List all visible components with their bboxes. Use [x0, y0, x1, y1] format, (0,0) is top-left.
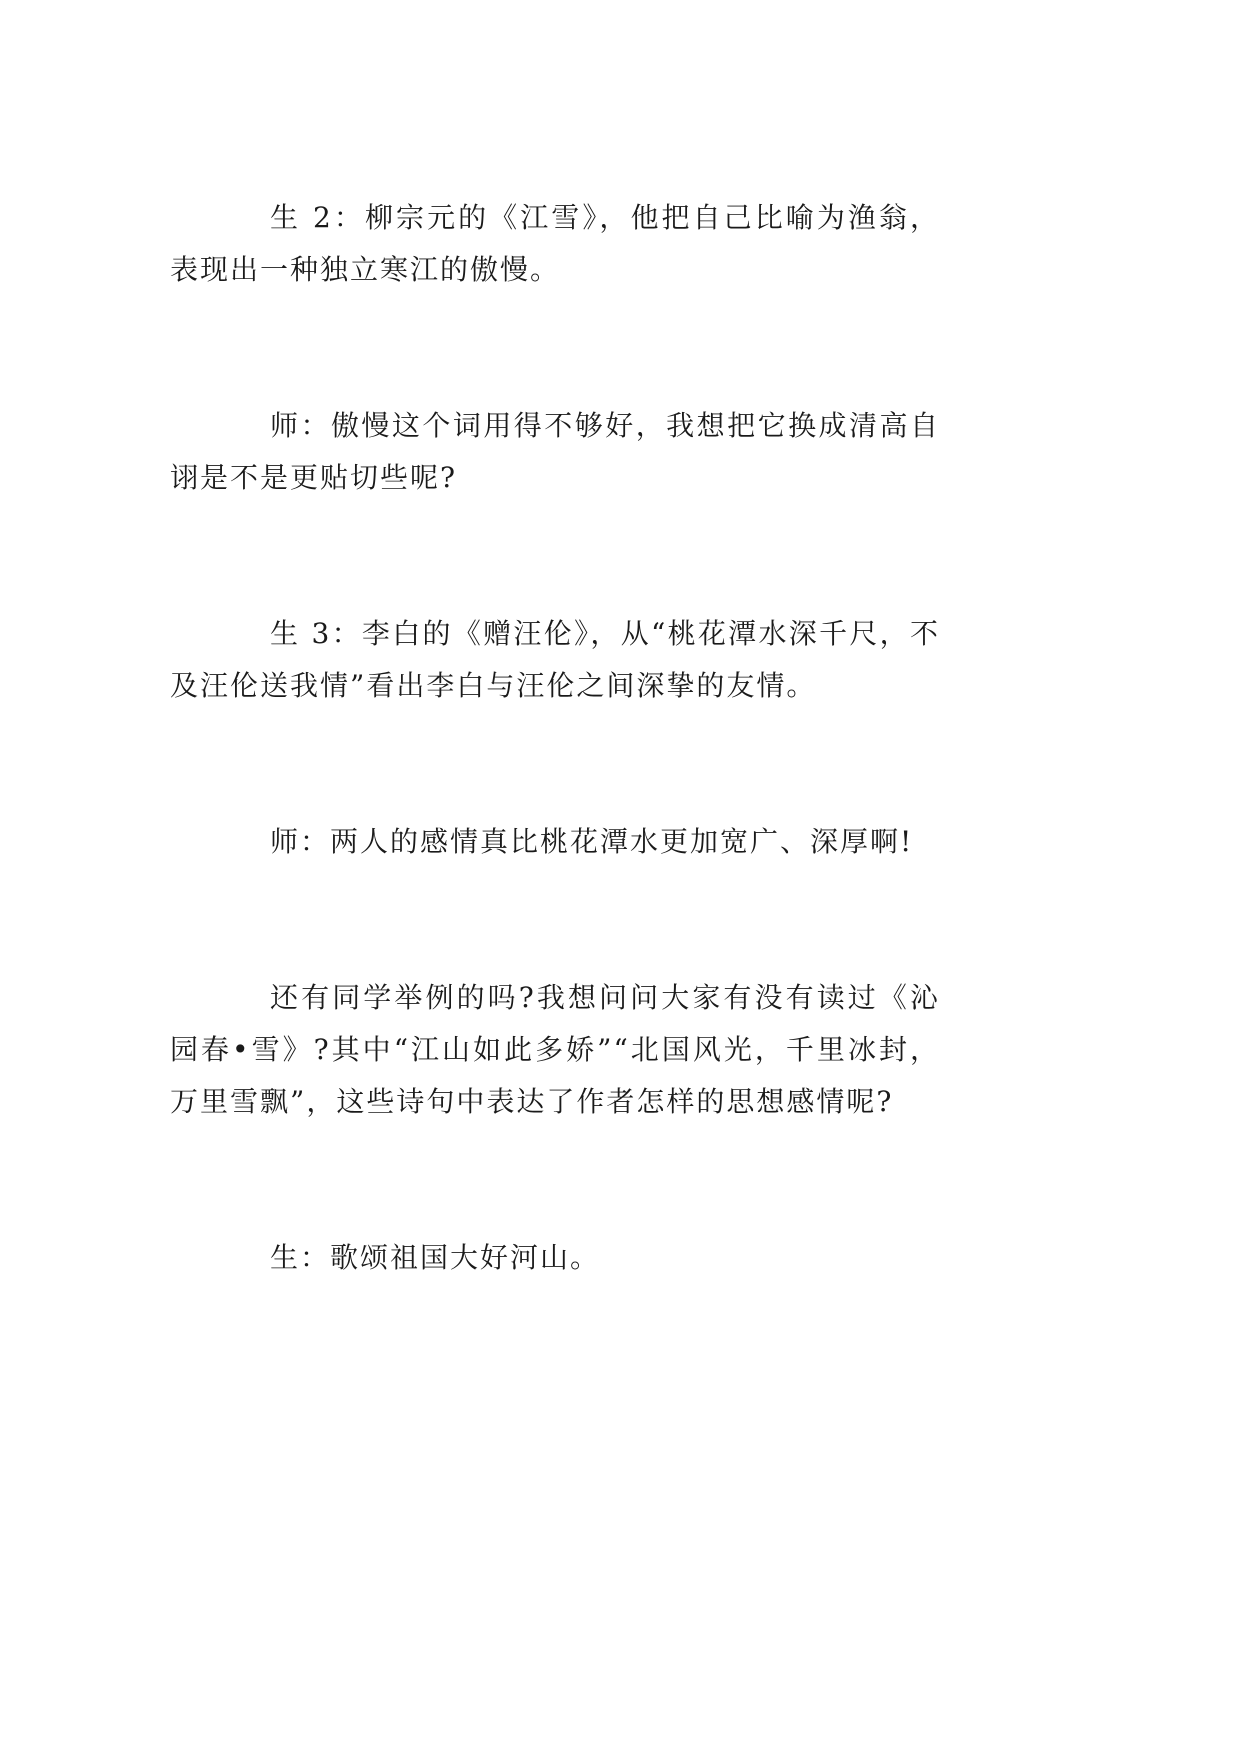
paragraph-teacher-question: 还有同学举例的吗?我想问问大家有没有读过《沁园春•雪》?其中“江山如此多娇”“北国风光，千里冰封，万里雪飘”，这些诗句中表达了作者怎样的思想感情呢? — [170, 981, 940, 1118]
paragraph-teacher-2: 师：两人的感情真比桃花潭水更加宽广、深厚啊! — [270, 825, 914, 858]
paragraph-teacher-1: 师：傲慢这个词用得不够好，我想把它换成清高自诩是不是更贴切些呢? — [170, 409, 940, 494]
paragraph-student-answer: 生：歌颂祖国大好河山。 — [270, 1241, 601, 1274]
paragraph-student-2: 生 2：柳宗元的《江雪》，他把自己比喻为渔翁，表现出一种独立寒江的傲慢。 — [170, 201, 940, 286]
paragraph-student-3: 生 3：李白的《赠汪伦》，从“桃花潭水深千尺，不及汪伦送我情”看出李白与汪伦之间深挚的友情。 — [170, 617, 940, 702]
